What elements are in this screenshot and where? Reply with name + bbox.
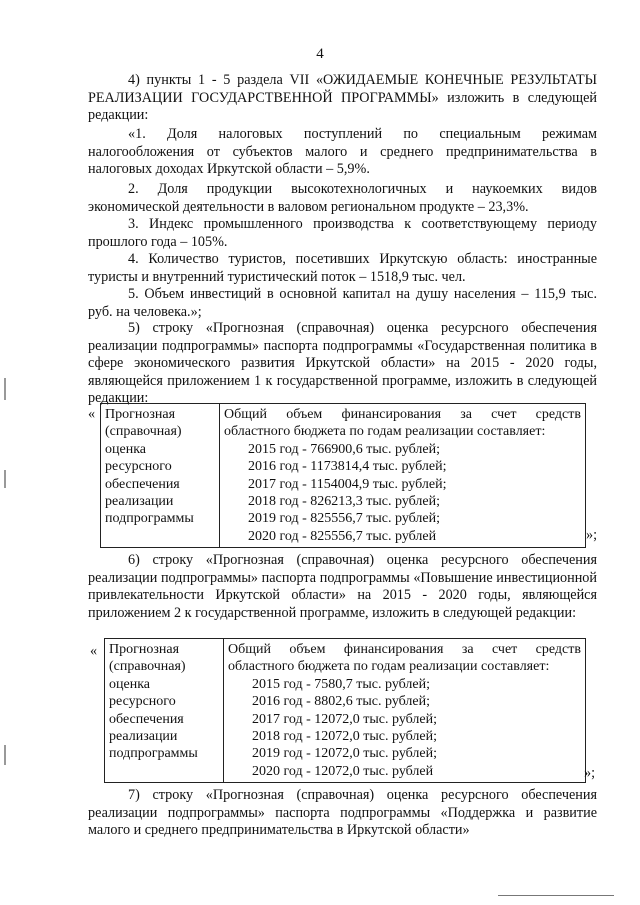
label-line: Прогнозная xyxy=(105,407,176,422)
year-funding-row: 2020 год - 12072,0 тыс. рублей xyxy=(252,763,434,779)
label-line: реализации xyxy=(109,729,178,745)
scan-margin-mark xyxy=(4,470,6,488)
scan-margin-mark xyxy=(4,378,6,400)
year-funding-row: 2017 год - 12072,0 тыс. рублей; xyxy=(252,711,438,727)
indicator-text: 3. Индекс промышленного производства к соответствующему периоду прошлого года – 105%. xyxy=(88,216,597,250)
table-left-cell xyxy=(105,639,224,783)
label-line: Прогнозная xyxy=(109,642,180,657)
table-open-quote: « xyxy=(88,406,96,422)
indicator-text: 2. Доля продукции высокотехнологичных и наукоемких видов экономической деятельности в валовом региональном продукте – 23,3%. xyxy=(88,181,597,215)
intro-line: областного бюджета по годам реализации составляет: xyxy=(224,424,546,440)
scan-margin-mark xyxy=(4,745,6,765)
year-funding-row: 2019 год - 12072,0 тыс. рублей; xyxy=(252,746,438,762)
label-line: подпрограммы xyxy=(109,746,198,762)
footer-line xyxy=(498,895,614,896)
table-left-cell xyxy=(101,404,220,548)
year-funding-row: 2015 год - 7580,7 тыс. рублей; xyxy=(252,676,431,692)
year-funding-row: 2015 год - 766900,6 тыс. рублей; xyxy=(248,441,441,457)
year-funding-row: 2018 год - 826213,3 тыс. рублей; xyxy=(248,494,441,510)
indicator-text: 5. Объем инвестиций в основной капитал на душу населения – 115,9 тыс. руб. на человека.»; xyxy=(88,286,597,320)
label-line: оценка xyxy=(109,676,151,692)
resource-table-2 xyxy=(104,638,586,783)
table-close-quote: »; xyxy=(586,527,598,543)
table-right-cell xyxy=(224,639,586,783)
paragraph-text: 5) строку «Прогнозная (справочная) оценка ресурсного обеспечения реализации подпрограммы» паспорта подпрограммы «Государственная политика в сфере экономического развития Иркутской области» на 2015 - 2020 годы, являющейся приложением 1 к государственной программе, изложить в следующей редакции: xyxy=(88,320,597,406)
year-funding-row: 2019 год - 825556,7 тыс. рублей; xyxy=(248,511,441,527)
year-funding-row: 2020 год - 825556,7 тыс. рублей xyxy=(248,528,437,544)
target-indicator-4 xyxy=(88,251,597,286)
table-close-quote: »; xyxy=(584,765,596,781)
intro-line: Общий объем финансирования за счет средств xyxy=(228,642,581,657)
target-indicator-3 xyxy=(88,216,597,251)
label-line: ресурсного xyxy=(105,459,172,475)
target-indicator-5 xyxy=(88,286,597,321)
label-line: оценка xyxy=(105,441,147,457)
year-funding-row: 2017 год - 1154004,9 тыс. рублей; xyxy=(248,476,447,492)
label-line: реализации xyxy=(105,494,174,510)
paragraph-text: 6) строку «Прогнозная (справочная) оценка ресурсного обеспечения реализации подпрограммы» паспорта подпрограммы «Повышение инвестиционной привлекательности Иркутской области» на 2015 - 2020 годы, являющейся приложением 2 к государственной программе, изложить в следующей редакции: xyxy=(88,552,597,621)
paragraph-item-4 xyxy=(88,72,597,125)
paragraph-text: 7) строку «Прогнозная (справочная) оценка ресурсного обеспечения реализации подпрограммы» паспорта подпрограммы «Поддержка и развитие малого и среднего предпринимательства в Иркутской области» xyxy=(88,787,597,838)
page-number: 4 xyxy=(316,46,324,62)
year-funding-row: 2018 год - 12072,0 тыс. рублей; xyxy=(252,729,438,745)
indicator-text: «1. Доля налоговых поступлений по специальным режимам налогообложения от субъектов малого и среднего предпринимательства в налоговых доходах Иркутской области – 5,9%. xyxy=(88,126,597,177)
label-line: ресурсного xyxy=(109,694,176,710)
label-line: (справочная) xyxy=(109,659,186,675)
paragraph-item-6 xyxy=(88,552,597,622)
table-open-quote: « xyxy=(90,643,98,659)
paragraph-item-7 xyxy=(88,787,597,840)
label-line: обеспечения xyxy=(105,476,180,492)
label-line: обеспечения xyxy=(109,711,184,727)
indicator-text: 4. Количество туристов, посетивших Иркутскую область: иностранные туристы и внутренний туристический поток – 1518,9 тыс. чел. xyxy=(88,251,597,285)
intro-line: областного бюджета по годам реализации составляет: xyxy=(228,659,550,675)
resource-table-1 xyxy=(100,403,586,548)
label-line: (справочная) xyxy=(105,424,182,440)
year-funding-row: 2016 год - 8802,6 тыс. рублей; xyxy=(252,694,431,710)
table-right-cell xyxy=(220,404,586,548)
paragraph-text: 4) пункты 1 - 5 раздела VII «ОЖИДАЕМЫЕ КОНЕЧНЫЕ РЕЗУЛЬТАТЫ РЕАЛИЗАЦИИ ГОСУДАРСТВЕННОЙ ПРОГРАММЫ» изложить в следующей редакции: xyxy=(88,72,597,123)
target-indicator-2 xyxy=(88,181,597,216)
intro-line: Общий объем финансирования за счет средств xyxy=(224,407,581,422)
paragraph-item-5 xyxy=(88,320,597,408)
label-line: подпрограммы xyxy=(105,511,194,527)
target-indicator-1 xyxy=(88,126,597,179)
year-funding-row: 2016 год - 1173814,4 тыс. рублей; xyxy=(248,459,447,475)
